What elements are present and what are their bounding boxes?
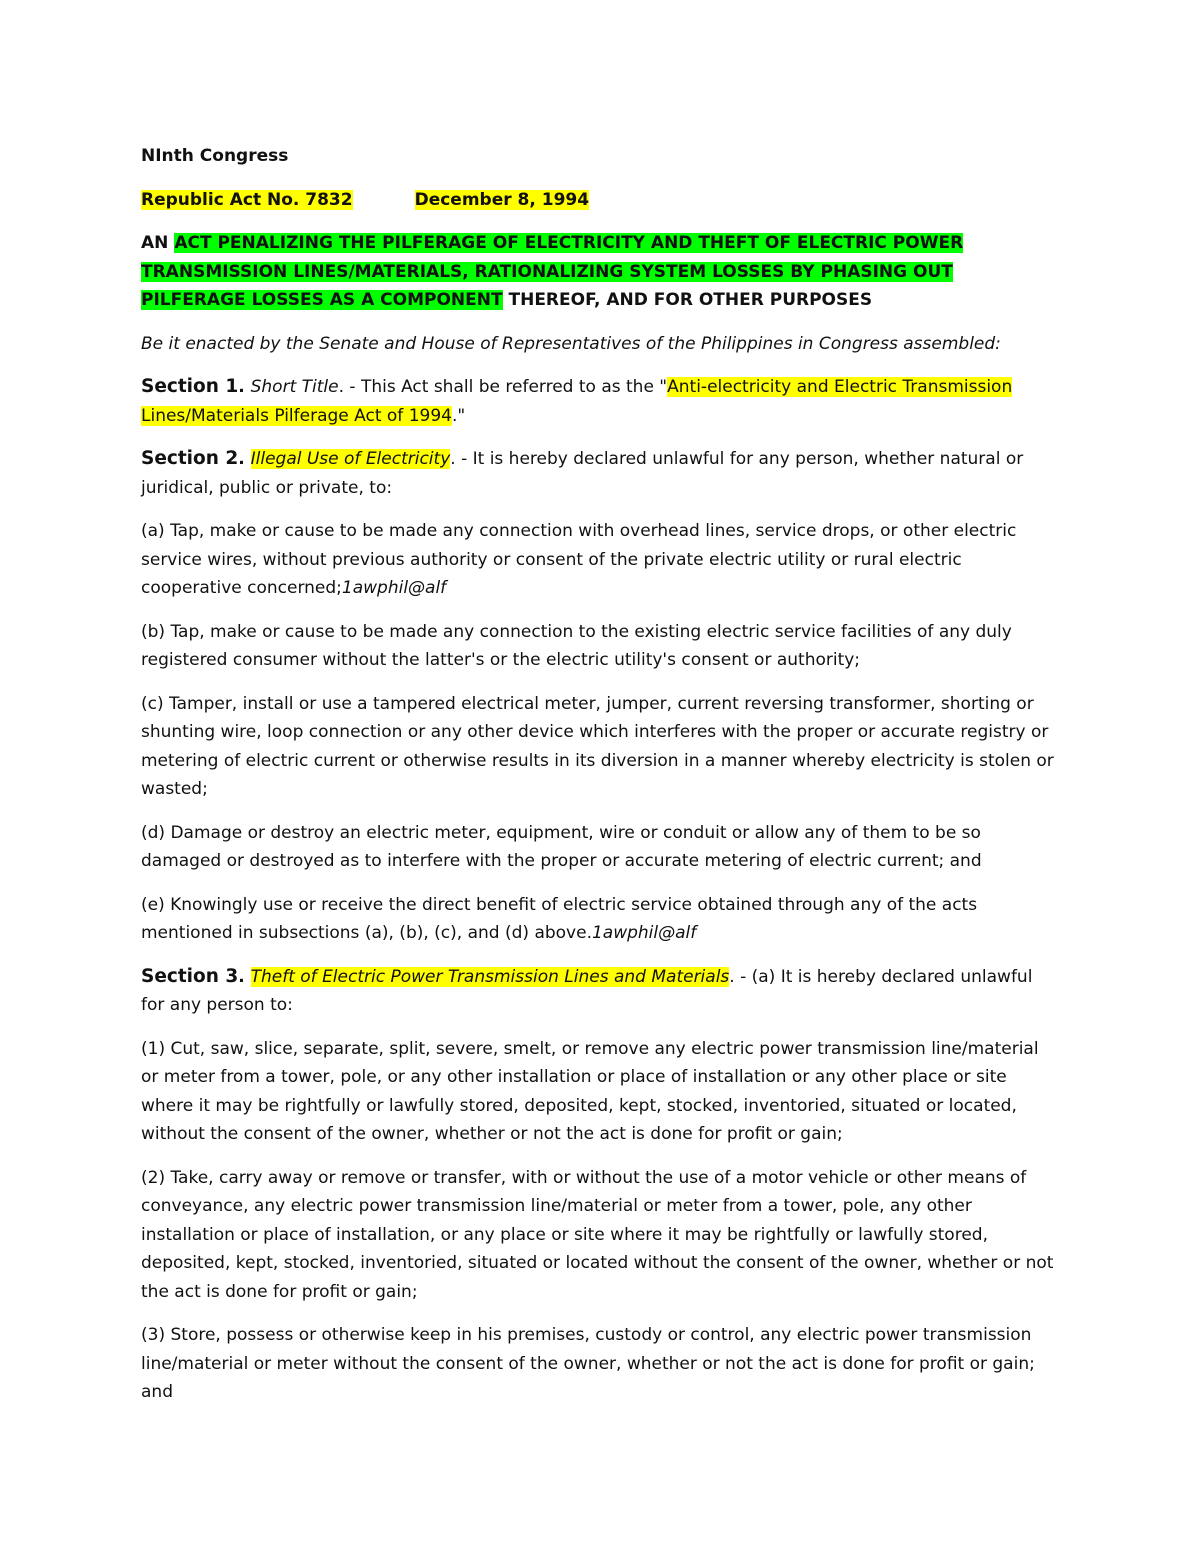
section-3: Section 3. Theft of Electric Power Transmission Lines and Materials. - (a) It is hereby declared unlawful for any person to: bbox=[141, 965, 1033, 1015]
section-2-heading: Section 2 bbox=[141, 448, 239, 469]
act-date: December 8, 1994 bbox=[414, 189, 590, 210]
section-1: Section 1. Short Title. - This Act shall be referred to as the "Anti-electricity and Electric Transmission Lines/Materials Pilferage Act of 1994." bbox=[141, 376, 1013, 426]
section-2: Section 2. Illegal Use of Electricity. - It is hereby declared unlawful for any person, whether natural or juridical, public or private, to: bbox=[141, 448, 1024, 498]
section-3-item-2-text: (2) Take, carry away or remove or transfer, with or without the use of a motor vehicle or other means of conveyance, any electric power transmission line/material or meter from a tower, pole, any other installation or place of installation, or any place or site where it may be rightfully or lawfully stored, deposited, kept, stocked, inventoried, situated or located without the consent of the owner, whether or not the act is done for profit or gain; bbox=[141, 1167, 1054, 1302]
section-1-title: Short Title bbox=[250, 377, 339, 397]
section-2-item-e-mark: 1awphil@alf bbox=[591, 923, 697, 943]
section-3-item-2 bbox=[141, 1164, 1060, 1307]
section-3-item-1-text: (1) Cut, saw, slice, separate, split, severe, smelt, or remove any electric power transmission line/material or meter from a tower, pole, or any other installation or place of installation or any other place or site where it may be rightfully or lawfully stored, deposited, kept, stocked, inventoried, situated or located, without the consent of the owner, whether or not the act is done for profit or gain; bbox=[141, 1038, 1039, 1144]
act-title-highlighted: ACT PENALIZING THE PILFERAGE OF ELECTRICITY AND THEFT OF ELECTRIC POWER TRANSMISSION LINES/MATERIALS, RATIONALIZING SYSTEM LOSSES BY PHASING OUT PILFERAGE LOSSES AS A COMPONENT bbox=[141, 233, 964, 310]
section-1-text-after: ." bbox=[451, 405, 466, 426]
section-2-intro: . - It is hereby declared unlawful for any person, whether natural or juridical, public or private, to: bbox=[141, 449, 1024, 498]
section-1-short-title: Anti-electricity and Electric Transmission Lines/Materials Pilferage Act of 1994 bbox=[141, 377, 1013, 426]
act-number-line bbox=[141, 186, 1060, 215]
section-2-item-b bbox=[141, 618, 1060, 675]
act-title-suffix: THEREOF, AND FOR OTHER PURPOSES bbox=[502, 290, 873, 310]
section-3-item-3-text: (3) Store, possess or otherwise keep in his premises, custody or control, any electric power transmission line/material or meter without the consent of the owner, whether or not the act is done for profit or gain; and bbox=[141, 1325, 1035, 1402]
section-3-item-1 bbox=[141, 1035, 1060, 1149]
section-2-item-b-text: (b) Tap, make or cause to be made any connection to the existing electric service facilities of any duly registered consumer without the latter's or the electric utility's consent or authority; bbox=[141, 621, 1012, 670]
section-3-item-3 bbox=[141, 1321, 1060, 1407]
section-3-intro: . - (a) It is hereby declared unlawful for any person to: bbox=[141, 966, 1033, 1015]
section-2-item-a-mark: 1awphil@alf bbox=[341, 578, 447, 598]
section-3-heading: Section 3 bbox=[141, 965, 239, 987]
section-1-text-before: . - This Act shall be referred to as the " bbox=[338, 377, 668, 397]
section-2-item-d-text: (d) Damage or destroy an electric meter, equipment, wire or conduit or allow any of them to be so damaged or destroyed as to interfere with the proper or accurate metering of electric current; and bbox=[141, 822, 982, 871]
section-2-item-a-text: (a) Tap, make or cause to be made any connection with overhead lines, service drops, or other electric service wires, without previous authority or consent of the private electric utility or rural electric cooperative concerned; bbox=[141, 521, 1017, 598]
section-2-item-d bbox=[141, 819, 1060, 876]
section-2-title: Illegal Use of Electricity bbox=[250, 449, 451, 469]
congress-text: NInth Congress bbox=[141, 146, 289, 166]
section-3-title: Theft of Electric Power Transmission Lines and Materials bbox=[250, 966, 730, 987]
section-2-item-c-text: (c) Tamper, install or use a tampered electrical meter, jumper, current reversing transformer, shorting or shunting wire, loop connection or any other device which interferes with the proper or accurate registry or metering of electric current or otherwise results in its diversion in a manner whereby electricity is stolen or wasted; bbox=[141, 693, 1054, 799]
congress-heading bbox=[141, 142, 1060, 171]
section-2-item-c bbox=[141, 690, 1060, 804]
enacting-clause: Be it enacted by the Senate and House of Representatives of the Philippines in Congress assembled: bbox=[141, 333, 1001, 354]
act-number: Republic Act No. 7832 bbox=[141, 189, 353, 210]
act-title bbox=[141, 229, 1060, 315]
section-2-item-e bbox=[141, 891, 1060, 948]
section-1-heading: Section 1 bbox=[141, 376, 239, 397]
section-2-item-e-text: (e) Knowingly use or receive the direct benefit of electric service obtained through any of the acts mentioned in subsections (a), (b), (c), and (d) above. bbox=[141, 894, 978, 943]
section-2-item-a bbox=[141, 517, 1060, 603]
act-title-prefix: AN bbox=[141, 233, 175, 253]
